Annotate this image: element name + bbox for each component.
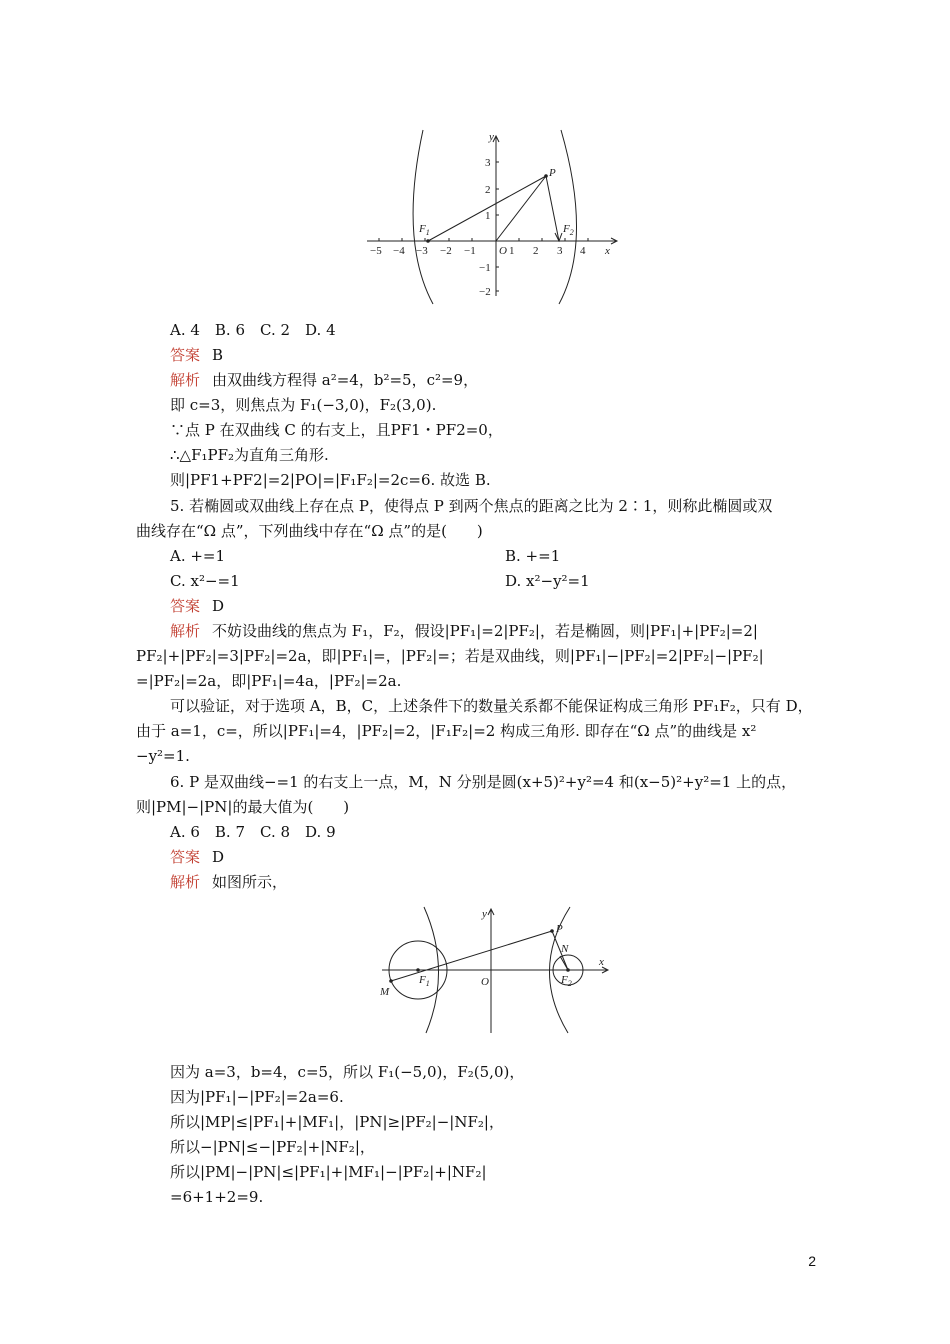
q5-option-a: A. +=1 <box>170 547 226 565</box>
q4-choices: A. 4 B. 6 C. 2 D. 4 <box>170 321 336 339</box>
q6-analysis-line: 因为|PF₁|−|PF₂|=2a=6. <box>170 1088 344 1106</box>
q6-analysis-line: 所以|PM|−|PN|≤|PF₁|+|MF₁|−|PF₂|+|NF₂| <box>170 1163 487 1181</box>
q4-analysis-line: 则|PF1+PF2|=2|PO|=|F₁F₂|=2c=6. 故选 B. <box>170 471 491 489</box>
q6-analysis-line <box>170 872 287 892</box>
analysis-tag: 解析 <box>170 873 201 891</box>
q6-analysis-line: 所以−|PN|≤−|PF₂|+|NF₂|， <box>170 1138 375 1156</box>
analysis-text: 由双曲线方程得 a²=4，b²=5，c²=9， <box>212 371 479 389</box>
origin-label: O <box>499 245 507 257</box>
answer-value: D <box>212 848 225 866</box>
q5-analysis-line: =|PF₂|=2a，即|PF₁|=4a，|PF₂|=2a. <box>136 672 402 690</box>
analysis-tag: 解析 <box>170 622 201 640</box>
point-f1-label: $F_1$ <box>419 974 430 988</box>
point-f2-label: $F_2$ <box>563 223 574 237</box>
x-tick: −2 <box>440 245 452 257</box>
y-tick: 2 <box>485 184 491 196</box>
y-axis-label: y <box>489 131 494 143</box>
q6-stem: 则|PM|−|PN|的最大值为( ) <box>136 798 350 816</box>
q5-analysis-line <box>170 621 758 641</box>
y-axis-label: y <box>482 908 487 920</box>
point-n-label: N <box>561 943 569 955</box>
q5-option-b: B. +=1 <box>505 547 561 565</box>
answer-value: B <box>212 346 224 364</box>
x-tick: 1 <box>509 245 515 257</box>
point-p-label: P <box>549 167 556 179</box>
y-tick: 3 <box>485 157 491 169</box>
q5-analysis-line: PF₂|+|PF₂|=3|PF₂|=2a，即|PF₁|=，|PF₂|=；若是双曲线，则|PF₁|−|PF₂|=2|PF₂|−|PF₂| <box>136 647 764 665</box>
hyperbola-figure-1 <box>365 128 625 306</box>
q4-analysis-line: 即 c=3，则焦点为 F₁(−3,0)，F₂(3,0). <box>170 396 437 414</box>
x-tick: 3 <box>557 245 563 257</box>
y-tick: −1 <box>479 262 491 274</box>
q4-answer <box>170 345 223 365</box>
q4-analysis-line <box>170 370 478 390</box>
q4-analysis-line: ∴△F₁PF₂为直角三角形. <box>170 446 329 464</box>
answer-tag: 答案 <box>170 848 201 866</box>
q5-analysis-line: −y²=1. <box>136 747 190 765</box>
q6-choices: A. 6 B. 7 C. 8 D. 9 <box>170 823 336 841</box>
x-axis-label: x <box>599 956 604 968</box>
x-tick: 4 <box>580 245 586 257</box>
analysis-text: 如图所示， <box>212 873 288 891</box>
q5-option-d: D. x²−y²=1 <box>505 572 590 590</box>
x-axis-label: x <box>605 245 610 257</box>
page-number: 2 <box>808 1253 816 1269</box>
point-m-label: M <box>380 986 390 998</box>
point-p-label: P <box>556 923 563 935</box>
origin-label: O <box>481 976 489 988</box>
x-tick: −1 <box>464 245 476 257</box>
q6-analysis-line: 因为 a=3，b=4，c=5，所以 F₁(−5,0)，F₂(5,0)， <box>170 1063 525 1081</box>
answer-value: D <box>212 597 225 615</box>
analysis-text: 不妨设曲线的焦点为 F₁，F₂，假设|PF₁|=2|PF₂|，若是椭圆，则|PF₁|+|PF₂|=2| <box>212 622 758 640</box>
q6-analysis-line: =6+1+2=9. <box>170 1188 264 1206</box>
q5-stem: 5. 若椭圆或双曲线上存在点 P，使得点 P 到两个焦点的距离之比为 2∶1，则称此椭圆或双 <box>170 497 773 515</box>
analysis-tag: 解析 <box>170 371 201 389</box>
q4-analysis-line: ∵点 P 在双曲线 C 的右支上，且PF1・PF2=0， <box>170 421 503 439</box>
answer-tag: 答案 <box>170 346 201 364</box>
answer-tag: 答案 <box>170 597 201 615</box>
x-tick: −4 <box>393 245 405 257</box>
q5-option-c: C. x²−=1 <box>170 572 240 590</box>
y-tick: 1 <box>485 210 491 222</box>
point-f1-label: $F_1$ <box>419 223 430 237</box>
x-tick: −5 <box>370 245 382 257</box>
x-tick: 2 <box>533 245 539 257</box>
q6-analysis-line: 所以|MP|≤|PF₁|+|MF₁|，|PN|≥|PF₂|−|NF₂|， <box>170 1113 504 1131</box>
q5-stem: 曲线存在“Ω 点”，下列曲线中存在“Ω 点”的是( ) <box>136 522 483 540</box>
q6-answer <box>170 847 224 867</box>
hyperbola-figure-2 <box>380 905 612 1035</box>
q5-answer <box>170 596 224 616</box>
x-tick: −3 <box>416 245 428 257</box>
q5-analysis-line: 可以验证，对于选项 A，B，C，上述条件下的数量关系都不能保证构成三角形 PF₁F₂，只有 D， <box>170 697 813 715</box>
q5-analysis-line: 由于 a=1，c=，所以|PF₁|=4，|PF₂|=2，|F₁F₂|=2 构成三角形. 即存在“Ω 点”的曲线是 x² <box>136 722 757 740</box>
point-f2-label: $F_2$ <box>561 974 572 988</box>
q6-stem: 6. P 是双曲线−=1 的右支上一点，M，N 分别是圆(x+5)²+y²=4 和(x−5)²+y²=1 上的点， <box>170 773 797 791</box>
y-tick: −2 <box>479 286 491 298</box>
